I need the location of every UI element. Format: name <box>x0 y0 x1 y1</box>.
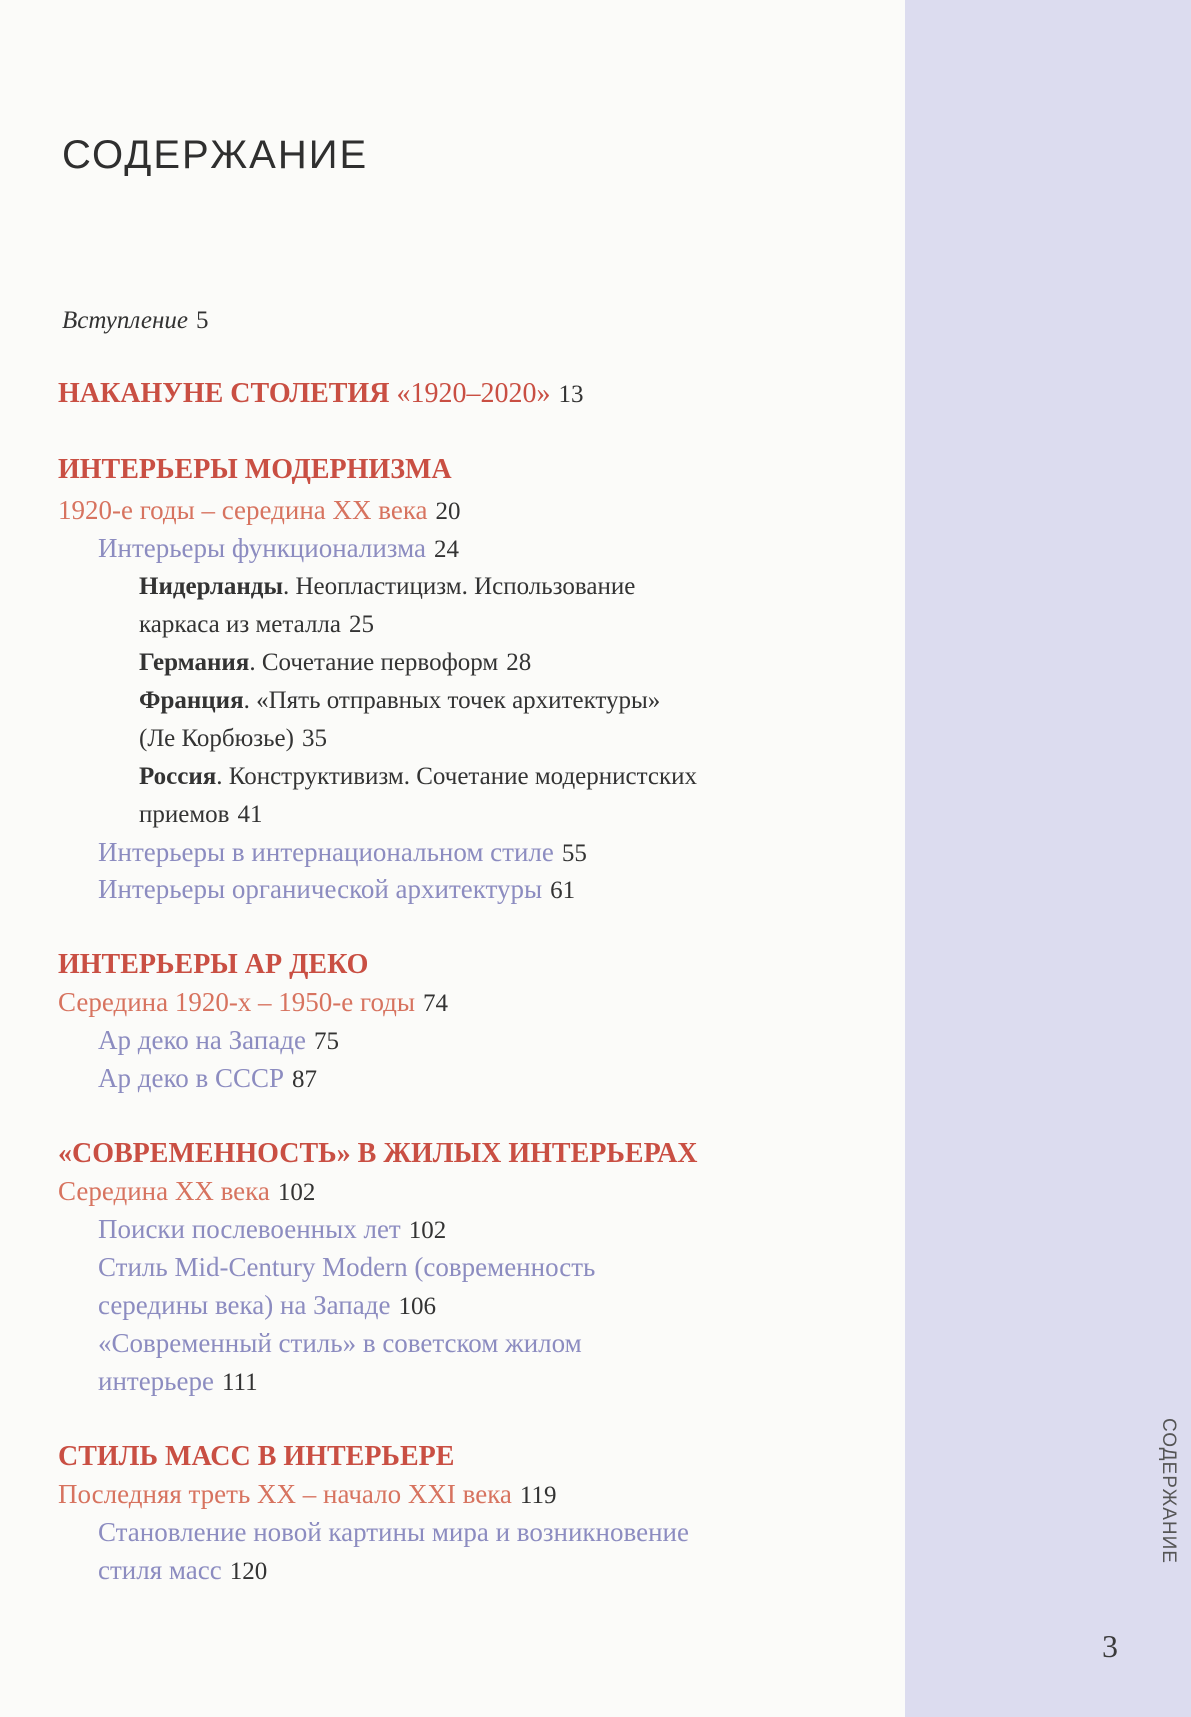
toc-page: 20 <box>435 498 461 525</box>
toc-country-line[interactable]: Россия. Конструктивизм. Сочетание модернистских <box>139 763 697 790</box>
toc-label: приемов <box>139 801 230 828</box>
toc-page: 25 <box>349 611 374 638</box>
toc-label: интерьере <box>98 1366 214 1396</box>
toc-page: 102 <box>277 1179 316 1206</box>
toc-label: Ар деко в СССР <box>98 1063 285 1093</box>
toc-label: Интерьеры функционализма <box>98 533 426 563</box>
toc-page: 111 <box>221 1369 258 1396</box>
toc-label: каркаса из металла <box>139 611 341 638</box>
toc-page: 74 <box>423 990 449 1017</box>
toc-page: 35 <box>301 725 327 752</box>
toc-page: 102 <box>408 1217 447 1244</box>
toc-page: 55 <box>561 840 587 867</box>
page-title: СОДЕРЖАНИЕ <box>62 133 369 177</box>
toc-label: Последняя треть XX – начало XXI века <box>58 1479 512 1509</box>
toc-page: 41 <box>237 801 263 828</box>
toc-topic-line[interactable]: «Современный стиль» в советском жилом <box>98 1328 582 1358</box>
toc-part-title[interactable]: СТИЛЬ МАСС В ИНТЕРЬЕРЕ <box>58 1441 455 1472</box>
toc-label: середины века) на Западе <box>98 1290 391 1320</box>
toc-label: стиля масс <box>98 1555 222 1585</box>
country-name: Франция <box>139 687 244 714</box>
toc-label: Интерьеры органической архитектуры <box>98 874 543 904</box>
toc-country-line[interactable]: Франция. «Пять отправных точек архитектуры» <box>139 687 661 714</box>
toc-topic-line[interactable]: Становление новой картины мира и возникновение <box>98 1517 689 1547</box>
country-name: Нидерланды <box>139 573 283 600</box>
toc-label: Ар деко на Западе <box>98 1025 306 1055</box>
page-number: 3 <box>1102 1628 1118 1664</box>
toc-topic-line[interactable]: Стиль Mid-Century Modern (современность <box>98 1252 596 1282</box>
toc-part-title[interactable]: ИНТЕРЬЕРЫ АР ДЕКО <box>58 949 369 980</box>
toc-page: 28 <box>506 649 532 676</box>
toc-page: 13 <box>558 381 584 408</box>
toc-page: 106 <box>398 1293 436 1320</box>
toc-label: Поиски послевоенных лет <box>98 1214 401 1244</box>
toc-page: 119 <box>519 1482 557 1509</box>
toc-part-title: НАКАНУНЕ СТОЛЕТИЯ «1920–2020» <box>58 378 551 409</box>
toc-label: Интерьеры в интернациональном стиле <box>98 837 554 867</box>
toc-page: 24 <box>433 536 459 563</box>
toc-label: Середина XX века <box>58 1176 270 1206</box>
toc-label: 1920-е годы – середина XX века <box>58 495 428 525</box>
toc-page: 120 <box>229 1558 268 1585</box>
toc-label: (Ле Корбюзье) <box>139 725 294 752</box>
toc-country-line[interactable]: Нидерланды. Неопластицизм. Использование <box>139 573 636 600</box>
side-running-head: СОДЕРЖАНИЕ <box>1158 1418 1179 1564</box>
toc-label: Германия. Сочетание первоформ <box>139 649 499 676</box>
toc-part-title[interactable]: ИНТЕРЬЕРЫ МОДЕРНИЗМА <box>58 454 452 485</box>
toc-page: 75 <box>313 1028 339 1055</box>
toc-label: Середина 1920-х – 1950-е годы <box>58 987 416 1017</box>
toc-label: Вступление <box>62 307 189 334</box>
side-band <box>905 0 1191 1717</box>
toc-page: 87 <box>292 1066 318 1093</box>
country-name: Германия <box>139 649 250 676</box>
toc-page: 5 <box>196 307 209 334</box>
country-name: Россия <box>139 763 217 790</box>
toc-page: 61 <box>550 877 576 904</box>
toc-part-title[interactable]: «СОВРЕМЕННОСТЬ» В ЖИЛЫХ ИНТЕРЬЕРАХ <box>58 1138 698 1169</box>
